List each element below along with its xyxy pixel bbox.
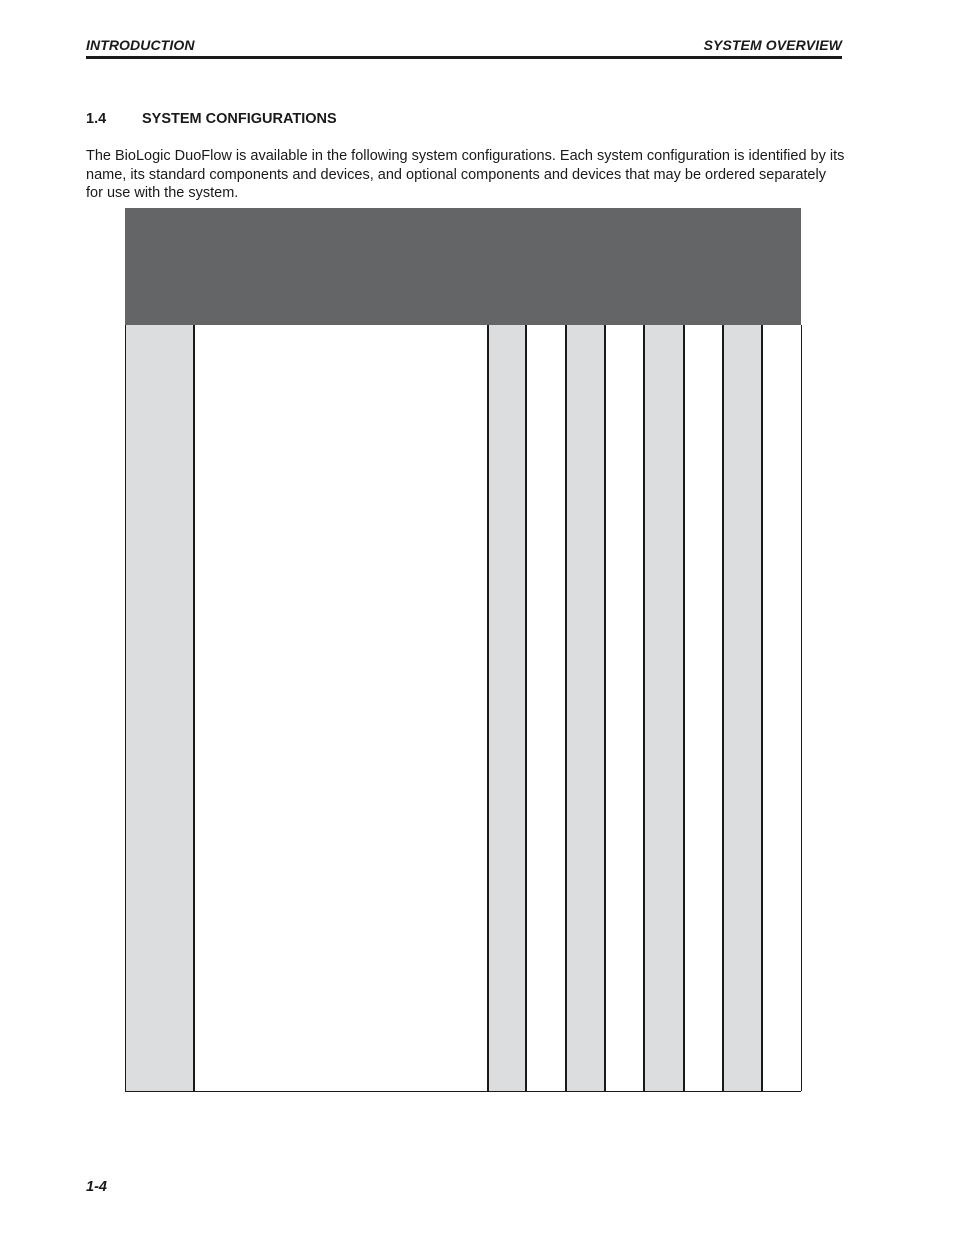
running-header (86, 37, 842, 59)
configuration-column-7 (722, 325, 763, 1091)
system-configurations-table (125, 208, 801, 1093)
section-group-title: SYSTEM OVERVIEW (703, 37, 842, 53)
table-header-band (125, 208, 801, 327)
intro-paragraph: The BioLogic DuoFlow is available in the following system configurations. Each system configuration is identified by its name, its standard components and devices, and optional components and devices that may be ordered separately for use with the system. (86, 148, 845, 201)
page-number: 1-4 (86, 1179, 107, 1195)
configuration-name-column (126, 325, 194, 1091)
configuration-column-1 (487, 325, 527, 1091)
table-body (125, 325, 801, 1092)
configuration-column-5 (643, 325, 684, 1091)
section-number: 1.4 (86, 111, 107, 127)
section-title: SYSTEM CONFIGURATIONS (142, 111, 337, 127)
configuration-column-4 (604, 325, 645, 1091)
section-heading (86, 111, 337, 127)
configuration-column-2 (525, 325, 566, 1091)
configuration-column-8 (761, 325, 802, 1091)
configuration-column-6 (683, 325, 724, 1091)
chapter-title: INTRODUCTION (86, 37, 195, 53)
configuration-column-3 (565, 325, 605, 1091)
component-description-column (193, 325, 489, 1091)
